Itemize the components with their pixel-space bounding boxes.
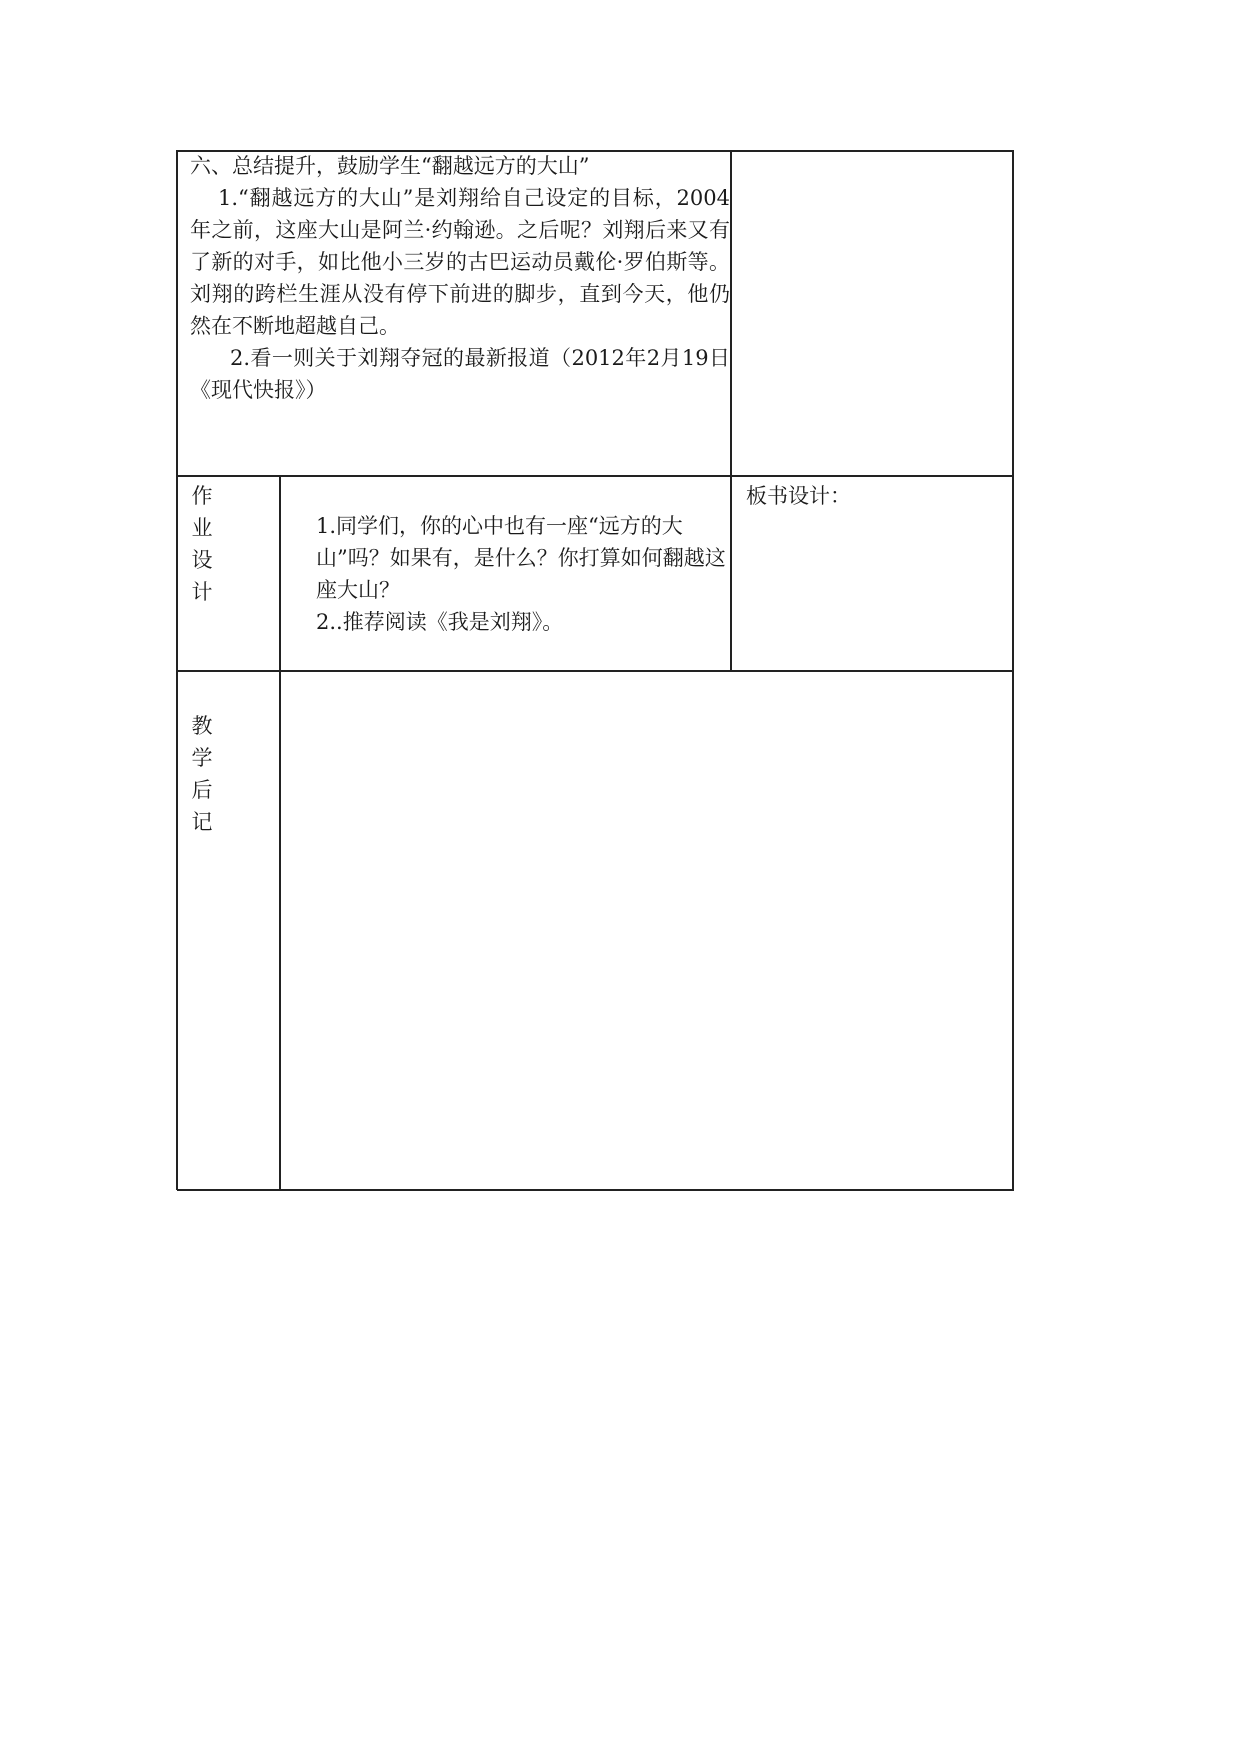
table-column-divider-right	[730, 150, 732, 671]
summary-heading: 六、总结提升，鼓励学生“翻越远方的大山”	[190, 154, 590, 178]
summary-paragraph-2: 2.看一则关于刘翔夺冠的最新报道（2012年2月19日《现代快报》）	[190, 346, 730, 402]
homework-item-2: 2..推荐阅读《我是刘翔》。	[316, 610, 564, 634]
table-divider-2	[177, 670, 1014, 672]
table-border-right	[1012, 150, 1014, 1190]
table-border-left	[176, 150, 178, 1190]
homework-label: 作 业 设 计	[191, 484, 213, 604]
summary-paragraph-1: 1.“翻越远方的大山”是刘翔给自己设定的目标，2004年之前，这座大山是阿兰·约翰逊。之后呢？刘翔后来又有了新的对手，如比他小三岁的古巴运动员戴伦·罗伯斯等。刘翔的跨栏生涯从没有停下前进的脚步，直到今天，他仍然在不断地超越自己。	[190, 186, 730, 338]
table-divider-1	[177, 475, 1014, 477]
homework-list	[316, 510, 726, 638]
postscript-label: 教 学 后 记	[191, 714, 213, 834]
postscript-content-area	[290, 680, 1005, 1180]
board-design-label: 板书设计：	[746, 484, 851, 508]
table-border-bottom	[177, 1189, 1014, 1191]
homework-item-1: 1.同学们，你的心中也有一座“远方的大山”吗？如果有，是什么？你打算如何翻越这座大山？	[316, 514, 726, 602]
table-column-divider-label	[279, 475, 281, 1190]
